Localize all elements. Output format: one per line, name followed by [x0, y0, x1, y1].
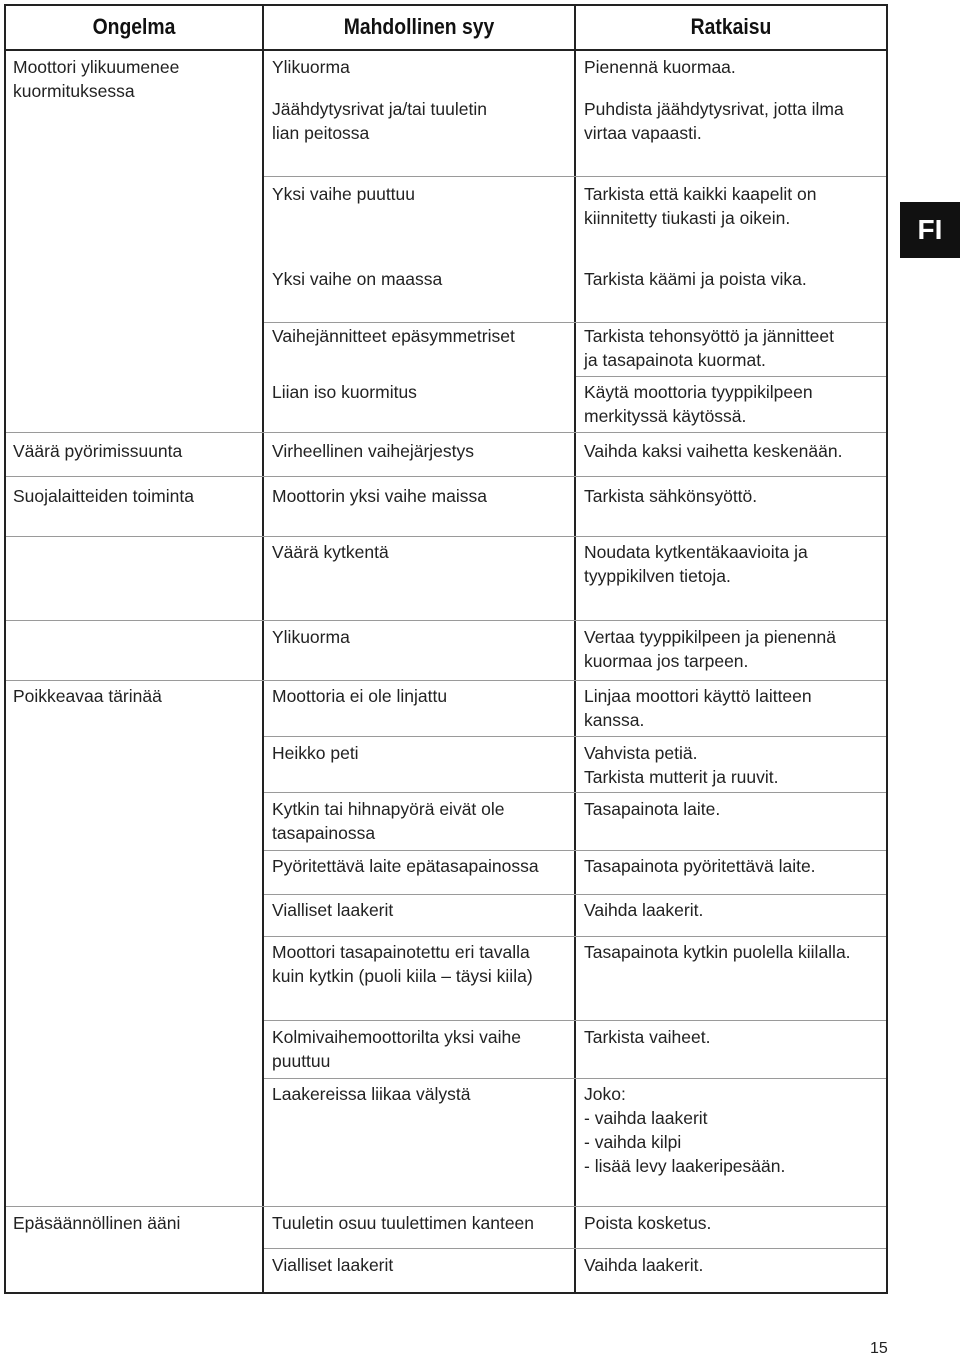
row-separator: [264, 736, 886, 737]
cell-cause: Laakereissa liikaa välystä: [272, 1084, 471, 1104]
cell-solution: Puhdista jäähdytysrivat, jotta ilma virtaa vapaasti.: [584, 99, 844, 143]
cell-problem: Väärä pyörimissuunta: [13, 441, 183, 461]
cell-cause: Jäähdytysrivat ja/tai tuuletin lian peitossa: [272, 99, 487, 143]
header-cause: Mahdollinen syy: [343, 13, 495, 39]
cell-cause: Yksi vaihe puuttuu: [272, 184, 416, 204]
cell-solution: Vaihda laakerit.: [584, 900, 704, 920]
cell-solution: Tasapainota kytkin puolella kiilalla.: [584, 942, 851, 962]
cell-solution: Tasapainota laite.: [584, 799, 721, 819]
row-separator: [6, 1206, 886, 1207]
cell-solution: Tarkista tehonsyöttö ja jännitteet ja tasapainota kuormat.: [584, 326, 835, 370]
row-separator: [6, 432, 886, 433]
cell-solution: Käytä moottoria tyyppikilpeen merkityssä käytössä.: [584, 382, 813, 426]
cell-cause: Moottorin yksi vaihe maissa: [272, 486, 487, 506]
troubleshooting-table: [4, 4, 888, 1294]
row-separator: [264, 792, 886, 793]
row-separator: [6, 620, 886, 621]
cell-cause: Ylikuorma: [272, 627, 350, 647]
cell-cause: Moottoria ei ole linjattu: [272, 686, 448, 706]
row-separator: [264, 1248, 886, 1249]
cell-solution: Noudata kytkentäkaavioita ja tyyppikilven tietoja.: [584, 542, 808, 586]
row-separator: [6, 476, 886, 477]
cell-cause: Vaihejännitteet epäsymmetriset: [272, 326, 515, 346]
cell-solution: Poista kosketus.: [584, 1213, 712, 1233]
cell-cause: Vialliset laakerit: [272, 1255, 394, 1275]
row-separator: [264, 1020, 886, 1021]
row-separator: [264, 1078, 886, 1079]
language-tab: FI: [900, 202, 960, 258]
row-separator: [6, 536, 886, 537]
cell-cause: Ylikuorma: [272, 57, 350, 77]
cell-problem: Epäsäännöllinen ääni: [13, 1213, 181, 1233]
header-problem: Ongelma: [92, 13, 176, 39]
cell-cause: Vialliset laakerit: [272, 900, 394, 920]
cell-solution: Vaihda laakerit.: [584, 1255, 704, 1275]
cell-solution: Vaihda kaksi vaihetta keskenään.: [584, 441, 843, 461]
cell-solution: Joko: - vaihda laakerit - vaihda kilpi - lisää levy laakeripesään.: [584, 1084, 786, 1176]
cell-solution: Tasapainota pyöritettävä laite.: [584, 856, 816, 876]
cell-solution: Tarkista sähkönsyöttö.: [584, 486, 758, 506]
row-separator: [264, 322, 886, 323]
cell-cause: Tuuletin osuu tuulettimen kanteen: [272, 1213, 535, 1233]
cell-cause: Heikko peti: [272, 743, 359, 763]
cell-cause: Moottori tasapainotettu eri tavalla kuin kytkin (puoli kiila – täysi kiila): [272, 942, 533, 986]
row-separator: [264, 176, 886, 177]
row-separator: [6, 680, 886, 681]
cell-solution: Tarkista käämi ja poista vika.: [584, 269, 807, 289]
cell-solution: Vertaa tyyppikilpeen ja pienennä kuormaa jos tarpeen.: [584, 627, 836, 671]
cell-problem: Moottori ylikuumenee kuormituksessa: [13, 57, 180, 101]
cell-cause: Väärä kytkentä: [272, 542, 389, 562]
cell-solution: Tarkista että kaikki kaapelit on kiinnitetty tiukasti ja oikein.: [584, 184, 817, 228]
cell-cause: Virheellinen vaihejärjestys: [272, 441, 475, 461]
cell-solution: Tarkista vaiheet.: [584, 1027, 711, 1047]
column-divider: [262, 4, 264, 1294]
header-solution: Ratkaisu: [690, 13, 772, 39]
cell-cause: Kytkin tai hihnapyörä eivät ole tasapainossa: [272, 799, 505, 843]
cell-cause: Kolmivaihemoottorilta yksi vaihe puuttuu: [272, 1027, 521, 1071]
header-divider: [4, 49, 888, 51]
cell-solution: Pienennä kuormaa.: [584, 57, 736, 77]
column-divider: [574, 4, 576, 1294]
cell-cause: Pyöritettävä laite epätasapainossa: [272, 856, 539, 876]
row-separator: [264, 894, 886, 895]
cell-cause: Yksi vaihe on maassa: [272, 269, 443, 289]
row-separator: [264, 850, 886, 851]
cell-problem: Suojalaitteiden toiminta: [13, 486, 194, 506]
cell-solution: Vahvista petiä. Tarkista mutterit ja ruuvit.: [584, 743, 779, 787]
cell-solution: Linjaa moottori käyttö laitteen kanssa.: [584, 686, 812, 730]
row-separator: [264, 936, 886, 937]
cell-cause: Liian iso kuormitus: [272, 382, 417, 402]
row-separator: [576, 376, 886, 377]
page-number: 15: [870, 1340, 888, 1357]
cell-problem: Poikkeavaa tärinää: [13, 686, 162, 706]
